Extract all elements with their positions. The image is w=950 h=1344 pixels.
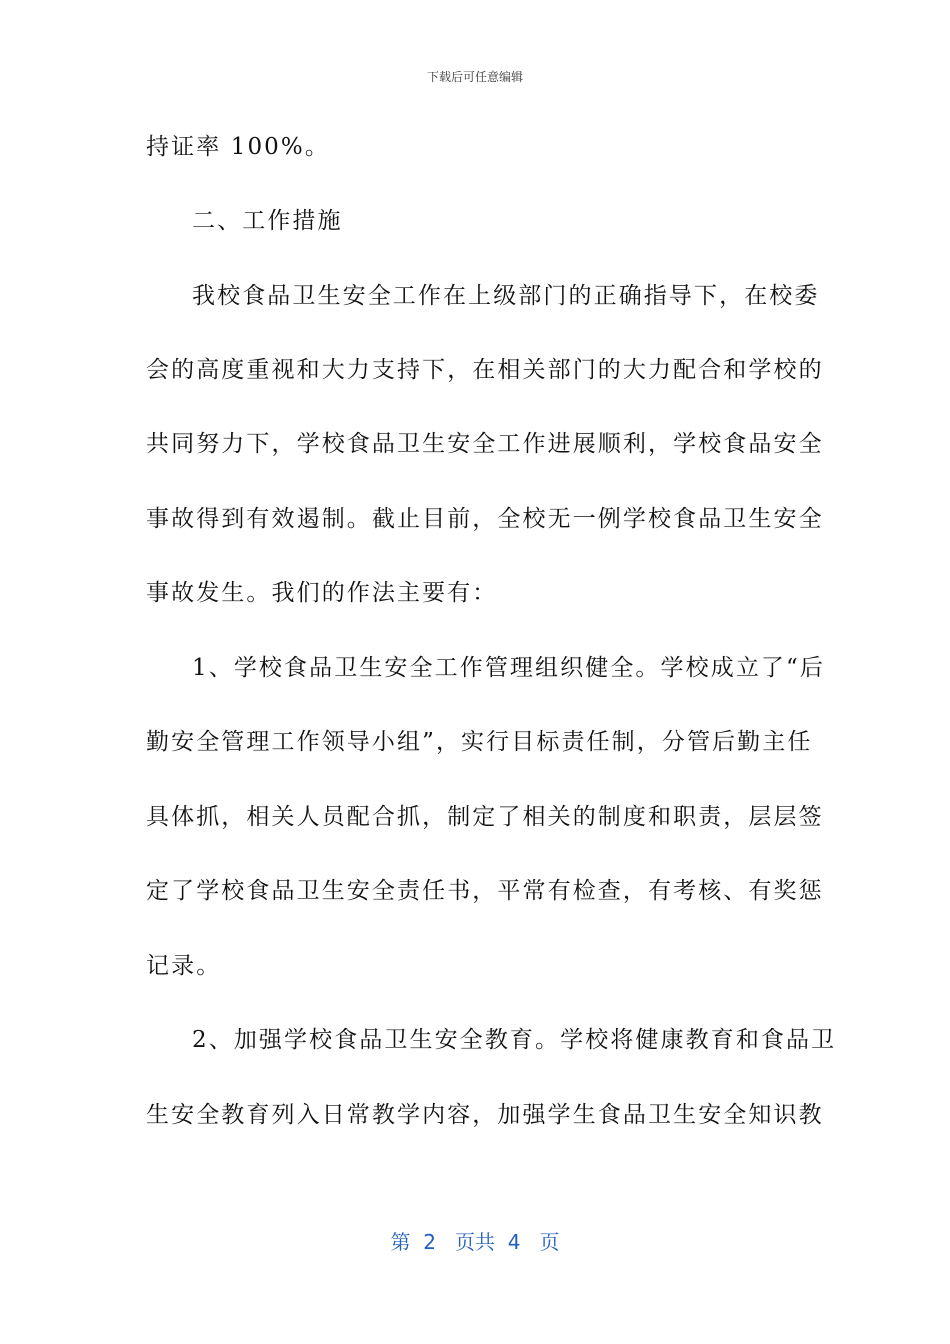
page-number: 第 2 页共 4 页 [390, 1230, 560, 1254]
body-line-7: 事故发生。我们的作法主要有： [146, 580, 498, 606]
body-line-3: 我校食品卫生安全工作在上级部门的正确指导下，在校委 [192, 283, 820, 309]
body-line-14: 生安全教育列入日常教学内容，加强学生食品卫生安全知识教 [146, 1102, 824, 1128]
body-line-8: 1、学校食品卫生安全工作管理组织健全。学校成立了“后 [192, 655, 825, 681]
body-line-12: 记录。 [146, 953, 222, 979]
section-heading: 二、工作措施 [192, 208, 343, 234]
body-line-11: 定了学校食品卫生安全责任书，平常有检查，有考核、有奖惩 [146, 878, 824, 904]
body-line-1: 持证率 100%。 [146, 134, 330, 160]
header-note: 下载后可任意编辑 [426, 70, 523, 84]
body-line-5: 共同努力下，学校食品卫生安全工作进展顺利，学校食品安全 [146, 431, 824, 457]
body-line-6: 事故得到有效遏制。截止目前，全校无一例学校食品卫生安全 [146, 506, 824, 532]
body-line-4: 会的高度重视和大力支持下，在相关部门的大力配合和学校的 [146, 357, 824, 383]
body-line-10: 具体抓，相关人员配合抓，制定了相关的制度和职责，层层签 [146, 804, 824, 830]
body-line-13: 2、加强学校食品卫生安全教育。学校将健康教育和食品卫 [192, 1027, 837, 1053]
body-line-9: 勤安全管理工作领导小组”，实行目标责任制，分管后勤主任 [146, 729, 813, 755]
